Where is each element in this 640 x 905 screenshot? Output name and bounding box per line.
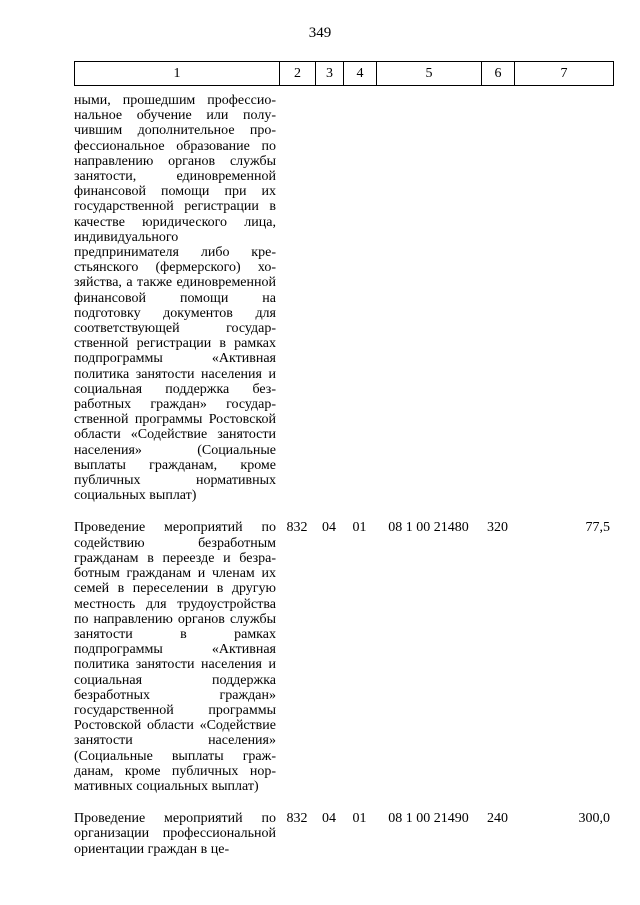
- column-header-table: [74, 61, 614, 86]
- row-admin-code: 832: [286, 520, 308, 536]
- column-header-1: 1: [75, 62, 280, 86]
- column-header-row: [75, 62, 614, 86]
- row-target-article: 08 1 00 21490: [388, 811, 469, 827]
- row-section: 04: [322, 520, 336, 536]
- row-expense-type: 240: [487, 811, 508, 827]
- row-description: Проведение мероприятий по содействию безработным гражданам в переезде и безработным гражданам и членам их семей в переселении в другую местность для трудоустройства по направлению органов службы занятости в рамках подпрограммы «Активная политика занятости населения и социальная поддержка безработных граждан» государственной программы Ростовской области «Содействие занятости населения» (Социальные выплаты гражданам, кроме публичных нормативных социальных выплат): [74, 520, 276, 794]
- row-description: ными, прошедшим профессиональное обучение или получившим дополнительное профессиональное образование по направлению органов службы занятости, единовременной финансовой помощи при их государственной регистрации в качестве юридического лица, индивидуального предпринимателя либо крестьянского (фермерского) хозяйства, а также единовременной финансовой помощи на подготовку документов для соответствующей государственной регистрации в рамках подпрограммы «Активная политика занятости населения и социальная поддержка безработных граждан» государственной программы Ростовской области «Содействие занятости населения» (Социальные выплаты гражданам, кроме публичных нормативных социальных выплат): [74, 93, 276, 504]
- column-header-7: 7: [515, 62, 614, 86]
- row-amount: 77,5: [585, 520, 610, 536]
- column-header-4: 4: [344, 62, 377, 86]
- row-admin-code: 832: [286, 811, 308, 827]
- budget-table-body: [74, 93, 613, 857]
- page-number: 349: [308, 25, 332, 41]
- row-amount: 300,0: [578, 811, 610, 827]
- column-header-3: 3: [316, 62, 344, 86]
- table-row: [74, 93, 613, 503]
- row-description: Проведение мероприятий по организации профессиональной ориентации граждан в це-: [74, 811, 276, 857]
- row-expense-type: 320: [487, 520, 508, 536]
- row-subsection: 01: [352, 520, 367, 536]
- row-target-article: 08 1 00 21480: [388, 520, 469, 536]
- table-row: [74, 811, 613, 857]
- row-subsection: 01: [352, 811, 367, 827]
- column-header-5: 5: [377, 62, 482, 86]
- table-row: [74, 520, 613, 794]
- column-header-6: 6: [482, 62, 515, 86]
- column-header-2: 2: [280, 62, 316, 86]
- row-section: 04: [322, 811, 336, 827]
